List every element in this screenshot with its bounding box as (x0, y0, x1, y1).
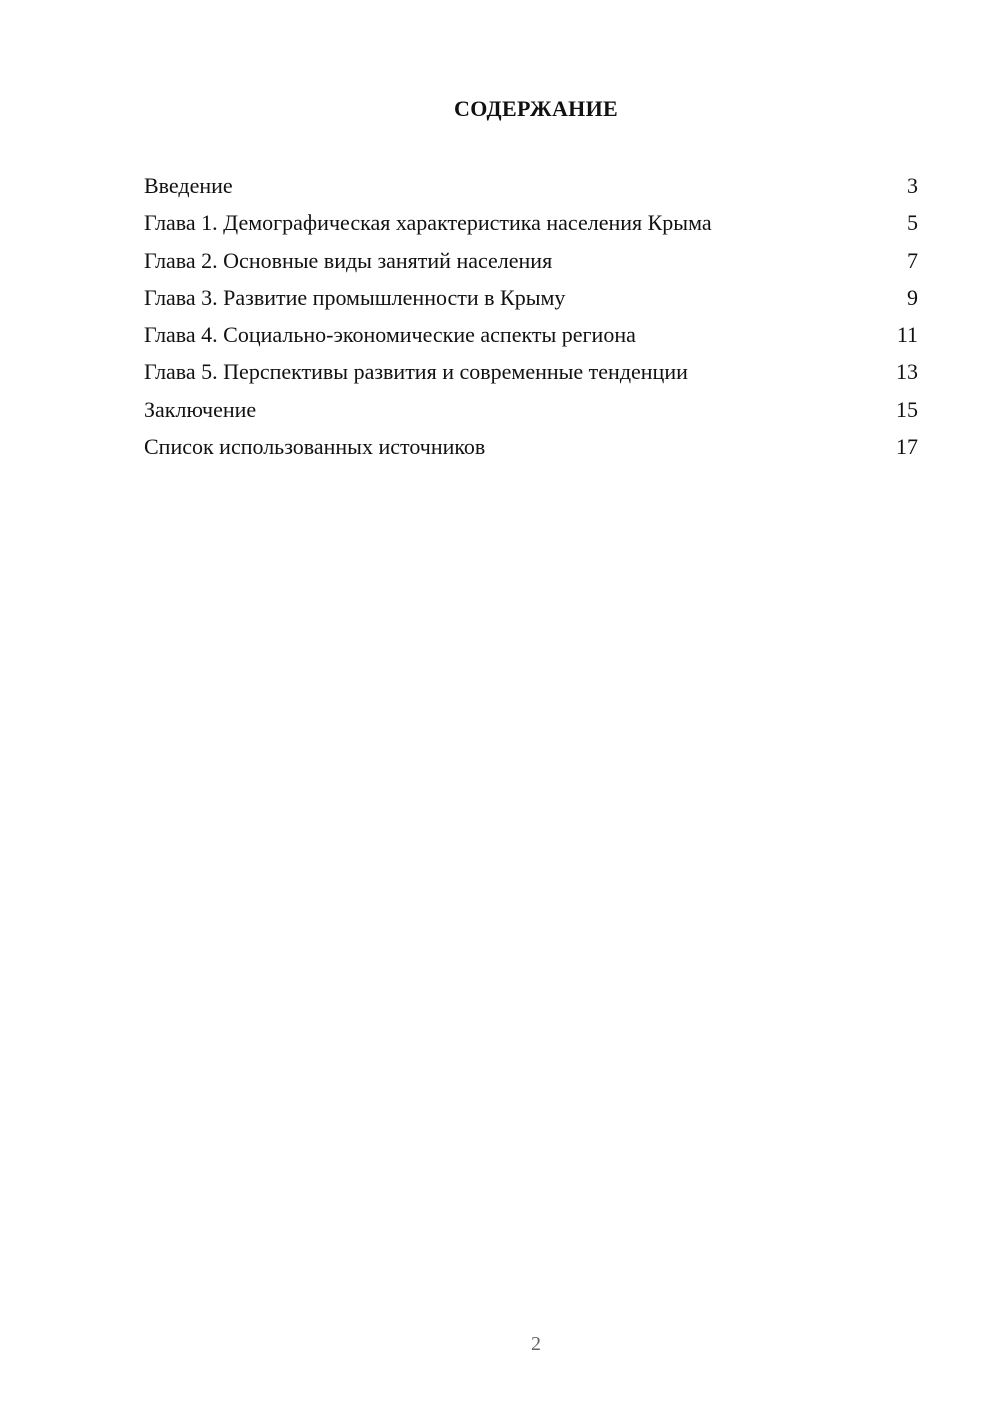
toc-entry-page: 17 (896, 434, 918, 460)
table-of-contents (144, 167, 918, 465)
toc-title: СОДЕРЖАНИЕ (454, 96, 618, 121)
toc-entry-page: 7 (907, 247, 918, 273)
toc-entry-chapter-5 (144, 353, 918, 390)
toc-entry-page: 9 (907, 284, 918, 310)
toc-entry-label: Заключение (144, 396, 257, 422)
toc-entry-conclusion (144, 391, 918, 428)
toc-entry-chapter-1 (144, 204, 918, 241)
toc-entry-references (144, 428, 918, 465)
toc-entry-introduction (144, 167, 918, 204)
toc-entry-label: Введение (144, 173, 233, 198)
toc-entry-label: Глава 4. Социально-экономические аспекты региона (144, 322, 636, 348)
toc-entry-page: 13 (896, 359, 918, 385)
toc-entry-page: 11 (896, 322, 918, 348)
toc-entry-label: Глава 2. Основные виды занятий населения (144, 247, 553, 273)
toc-entry-page: 3 (907, 173, 918, 198)
page-number: 2 (531, 1333, 541, 1355)
toc-entry-page: 15 (896, 396, 918, 422)
toc-entry-chapter-2 (144, 242, 918, 279)
toc-entry-label: Глава 5. Перспективы развития и современные тенденции (144, 359, 688, 385)
toc-entry-label: Глава 1. Демографическая характеристика населения Крыма (144, 210, 712, 236)
toc-entry-label: Глава 3. Развитие промышленности в Крыму (144, 284, 566, 310)
toc-entry-page: 5 (907, 210, 918, 236)
toc-entry-label: Список использованных источников (144, 434, 486, 460)
toc-entry-chapter-3 (144, 279, 918, 316)
toc-entry-chapter-4 (144, 316, 918, 353)
